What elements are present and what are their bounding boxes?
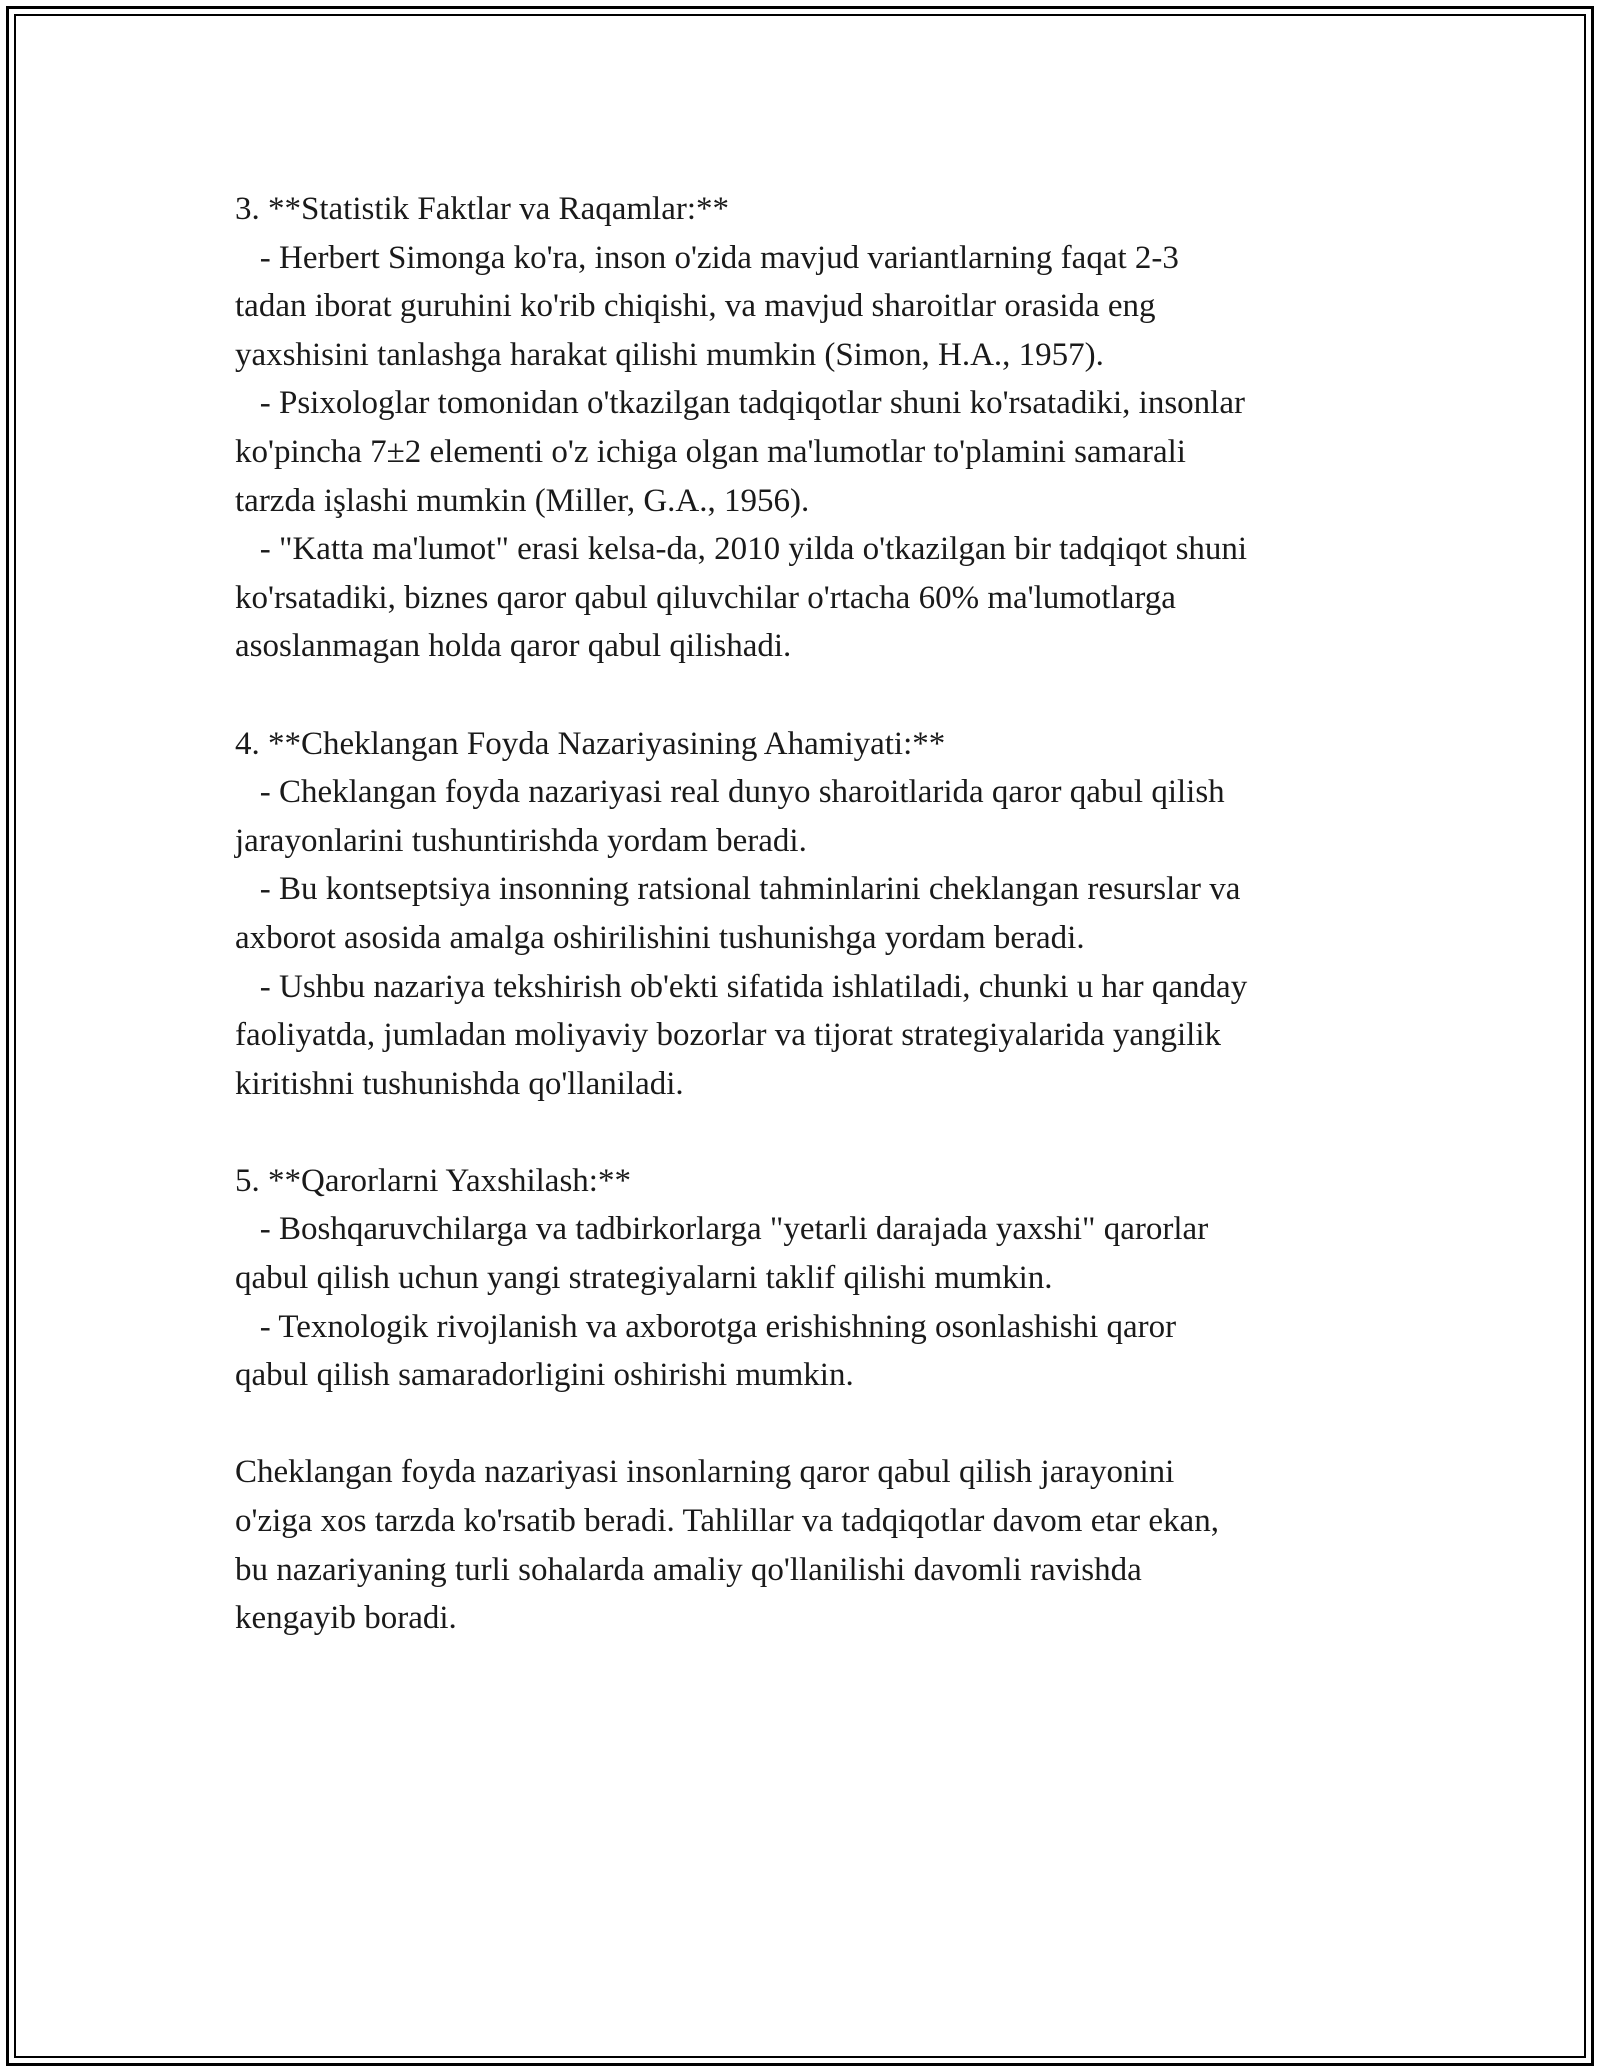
text-line: tadan iborat guruhini ko'rib chiqishi, va mavjud sharoitlar orasida eng: [235, 288, 1156, 325]
text-line: Cheklangan foyda nazariyasi insonlarning qaror qabul qilish jarayonini: [235, 1454, 1175, 1491]
text-line: - "Katta ma'lumot" erasi kelsa-da, 2010 yilda o'tkazilgan bir tadqiqot shuni: [235, 531, 1248, 568]
text-line: - Boshqaruvchilarga va tadbirkorlarga "yetarli darajada yaxshi" qarorlar: [235, 1211, 1209, 1248]
text-line: - Herbert Simonga ko'ra, inson o'zida mavjud variantlarning faqat 2-3: [235, 239, 1179, 276]
text-line: - Psixologlar tomonidan o'tkazilgan tadqiqotlar shuni ko'rsatadiki, insonlar: [235, 385, 1245, 422]
paragraph-gap: [235, 671, 1375, 720]
text-line: ko'rsatadiki, biznes qaror qabul qiluvchilar o'rtacha 60% ma'lumotlarga: [235, 579, 1176, 616]
text-line: - Ushbu nazariya tekshirish ob'ekti sifatida ishlatiladi, chunki u har qanday: [235, 968, 1248, 1005]
section-conclusion: [235, 1448, 1375, 1642]
text-line: faoliyatda, jumladan moliyaviy bozorlar va tijorat strategiyalarida yangilik: [235, 1017, 1222, 1054]
document-body: [235, 185, 1375, 1643]
section-significance: [235, 720, 1375, 1109]
text-line: kengayib boradi.: [235, 1600, 457, 1637]
paragraph-gap: [235, 1108, 1375, 1157]
text-line: - Bu kontseptsiya insonning ratsional tahminlarini cheklangan resurslar va: [235, 871, 1241, 908]
text-line: tarzda işlashi mumkin (Miller, G.A., 1956).: [235, 482, 810, 519]
text-line: kiritishni tushunishda qo'llaniladi.: [235, 1065, 684, 1102]
section-heading: 3. **Statistik Faktlar va Raqamlar:**: [235, 191, 730, 227]
text-line: o'ziga xos tarzda ko'rsatib beradi. Tahlillar va tadqiqotlar davom etar ekan,: [235, 1503, 1219, 1540]
text-line: ko'pincha 7±2 elementi o'z ichiga olgan ma'lumotlar to'plamini samarali: [235, 433, 1186, 470]
section-heading: 5. **Qarorlarni Yaxshilash:**: [235, 1162, 631, 1199]
section-statistics: [235, 185, 1375, 671]
text-line: qabul qilish samaradorligini oshirishi mumkin.: [235, 1357, 854, 1394]
text-line: jarayonlarini tushuntirishda yordam beradi.: [235, 822, 807, 859]
section-improving-decisions: [235, 1157, 1375, 1400]
paragraph-gap: [235, 1400, 1375, 1449]
text-line: - Cheklangan foyda nazariyasi real dunyo sharoitlarida qaror qabul qilish: [235, 774, 1225, 811]
text-line: yaxshisini tanlashga harakat qilishi mumkin (Simon, H.A., 1957).: [235, 336, 1104, 373]
text-line: qabul qilish uchun yangi strategiyalarni taklif qilishi mumkin.: [235, 1260, 1053, 1297]
text-line: bu nazariyaning turli sohalarda amaliy qo'llanilishi davomli ravishda: [235, 1551, 1142, 1588]
text-line: asoslanmagan holda qaror qabul qilishadi.: [235, 628, 792, 665]
section-heading: 4. **Cheklangan Foyda Nazariyasining Ahamiyati:**: [235, 725, 946, 762]
text-line: - Texnologik rivojlanish va axborotga erishishning osonlashishi qaror: [235, 1308, 1177, 1345]
text-line: axborot asosida amalga oshirilishini tushunishga yordam beradi.: [235, 919, 1085, 956]
